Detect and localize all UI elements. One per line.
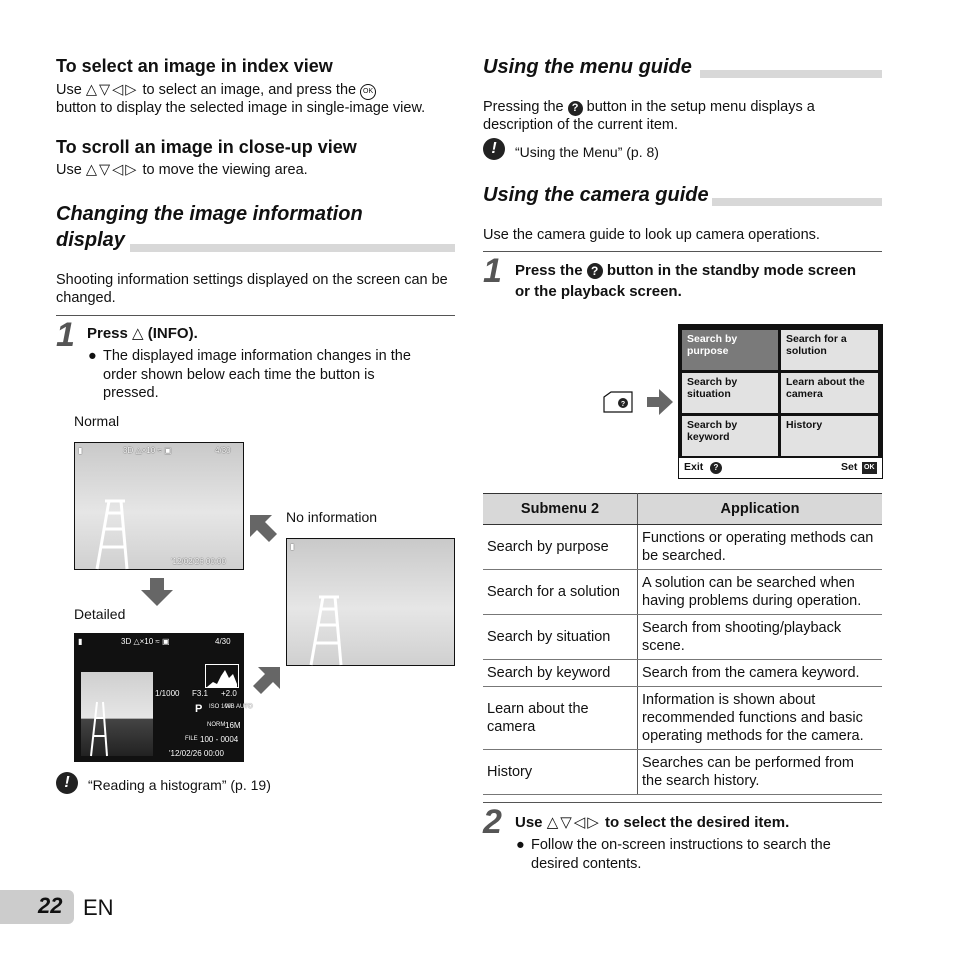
table-cell: History: [483, 750, 638, 795]
help-button-icon: [603, 391, 633, 413]
step-number: 1: [56, 316, 75, 354]
language-code: EN: [83, 895, 114, 920]
datetime: '12/02/26 00:00: [171, 557, 226, 566]
arrow-keys-icon: △▽◁▷: [546, 814, 601, 831]
aperture: F3.1: [192, 689, 209, 698]
menu-guide-text: Pressing the ? button in the setup menu displays a description of the current item.: [483, 99, 815, 133]
guide-search-by-situation[interactable]: Search by situation: [682, 373, 778, 413]
closeup-view-line: Use △▽◁▷ to move the viewing area.: [56, 162, 308, 178]
table-cell: A solution can be searched when having problems during operation.: [638, 570, 883, 615]
bullet-item: ● Follow the on-screen instructions to search the desired contents.: [516, 837, 831, 872]
white-balance: WB AUTO: [225, 704, 253, 710]
bullet-item: ● The displayed image information changes in the order shown below each time the button is pressed.: [88, 348, 411, 401]
arrow-keys-icon: △▽◁▷: [85, 82, 139, 98]
arrow-up-right-icon: [252, 665, 282, 695]
compression-quality: NORM: [207, 722, 226, 728]
reference-using-menu: “Using the Menu” (p. 8): [515, 144, 659, 160]
page-tab: [0, 890, 74, 924]
step1-info: Press △ (INFO).: [87, 325, 198, 342]
up-arrow-icon: △: [132, 325, 144, 342]
no-info-screen: [286, 538, 455, 666]
step1-camera-guide: Press the ? button in the standby mode screen or the playback screen.: [515, 262, 857, 300]
table-cell: Searches can be performed from the search history.: [638, 750, 883, 795]
step-divider: [483, 802, 882, 803]
svg-text:?: ?: [620, 401, 626, 408]
battery-icon: ▮: [78, 637, 83, 646]
section-title-info-display: Changing the image information display: [56, 203, 363, 251]
table-row: [483, 660, 882, 687]
file-label: FILE: [185, 736, 198, 742]
label-detailed: Detailed: [74, 606, 126, 622]
battery-icon: ▮: [290, 542, 295, 551]
table-cell: Learn about the camera: [483, 687, 638, 750]
image-size: 16M: [225, 721, 241, 730]
table-cell: Search by situation: [483, 615, 638, 660]
table-row: [483, 615, 882, 660]
exposure-compensation: +2.0: [221, 689, 237, 698]
datetime: '12/02/26 00:00: [169, 749, 224, 758]
step-number: 2: [483, 803, 502, 841]
shutter-speed: 1/1000: [155, 689, 180, 698]
thumbnail-chair: [81, 672, 153, 756]
table-cell: Search from shooting/playback scene.: [638, 615, 883, 660]
camera-guide-intro: Use the camera guide to look up camera operations.: [483, 227, 820, 243]
step-divider: [483, 251, 882, 252]
status-icons: 3D △×10 ≈ ▣: [123, 446, 172, 455]
label-normal: Normal: [74, 413, 120, 429]
table-row: [483, 687, 882, 750]
status-icons: 3D △×10 ≈ ▣: [121, 637, 170, 646]
table-cell: Search by keyword: [483, 660, 638, 687]
info-display-intro: Shooting information settings displayed on the screen can be changed.: [56, 272, 448, 306]
help-icon: ?: [568, 101, 583, 116]
shooting-mode: P: [195, 703, 203, 715]
file-number: 100 - 0004: [200, 735, 239, 744]
reference-histogram: “Reading a histogram” (p. 19): [88, 777, 271, 793]
guide-search-by-purpose[interactable]: Search by purpose: [682, 330, 778, 370]
camera-guide-screen: [678, 324, 883, 479]
histogram-icon: [205, 664, 239, 688]
caution-icon: !: [483, 138, 505, 160]
submenu-table: [483, 493, 882, 795]
section-bar: [130, 244, 455, 252]
page-number: 22: [38, 893, 63, 918]
table-cell: Search from the camera keyword.: [638, 660, 883, 687]
arrow-up-left-icon: [248, 513, 278, 543]
index-view-line2: button to display the selected image in single-image view.: [56, 100, 426, 116]
normal-screen: [74, 442, 244, 570]
help-icon: ?: [710, 462, 722, 474]
section-title-menu-guide: Using the menu guide: [483, 56, 692, 78]
table-row: [483, 570, 882, 615]
section-bar: [700, 70, 882, 78]
step-number: 1: [483, 252, 502, 290]
guide-search-by-keyword[interactable]: Search by keyword: [682, 416, 778, 456]
step2-camera-guide: Use △▽◁▷ to select the desired item.: [515, 814, 790, 831]
heading-index-view: To select an image in index view: [56, 56, 333, 76]
arrow-right-icon: [647, 389, 673, 415]
caution-icon: !: [56, 772, 78, 794]
bullet-icon: ●: [516, 837, 525, 853]
image-counter: 4/30: [215, 637, 231, 646]
arrow-down-icon: [141, 578, 173, 606]
ok-button-icon: OK: [360, 84, 376, 100]
table-header-submenu: Submenu 2: [483, 494, 638, 525]
label-no-information: No information: [286, 509, 378, 525]
table-cell: Information is shown about recommended functions and basic operating methods for the camera.: [638, 687, 883, 750]
table-cell: Functions or operating methods can be searched.: [638, 525, 883, 570]
bullet-icon: ●: [88, 348, 97, 364]
heading-closeup-view: To scroll an image in close-up view: [56, 137, 357, 157]
guide-learn-about-camera[interactable]: Learn about the camera: [781, 373, 878, 413]
section-bar: [712, 198, 882, 206]
detailed-screen: [74, 633, 253, 762]
lifeguard-chair-image: [287, 539, 454, 665]
set-label[interactable]: Set: [841, 461, 858, 473]
battery-icon: ▮: [78, 446, 83, 455]
exit-label[interactable]: Exit: [684, 461, 704, 473]
guide-history[interactable]: History: [781, 416, 878, 456]
table-header-application: Application: [638, 494, 883, 525]
iso-value: ISO 100: [209, 704, 232, 710]
arrow-keys-icon: △▽◁▷: [85, 162, 139, 178]
section-title-camera-guide: Using the camera guide: [483, 184, 709, 206]
table-cell: Search by purpose: [483, 525, 638, 570]
help-icon: ?: [587, 263, 603, 279]
table-row: [483, 525, 882, 570]
guide-footer: [679, 458, 882, 478]
table-cell: Search for a solution: [483, 570, 638, 615]
ok-icon: OK: [862, 462, 877, 474]
table-row: [483, 750, 882, 795]
step-divider: [56, 315, 455, 316]
guide-search-for-solution[interactable]: Search for a solution: [781, 330, 878, 370]
image-counter: 4/30: [215, 446, 231, 455]
index-view-line1: Use △▽◁▷ to select an image, and press the OK: [56, 81, 376, 100]
lifeguard-chair-image: [75, 443, 243, 569]
